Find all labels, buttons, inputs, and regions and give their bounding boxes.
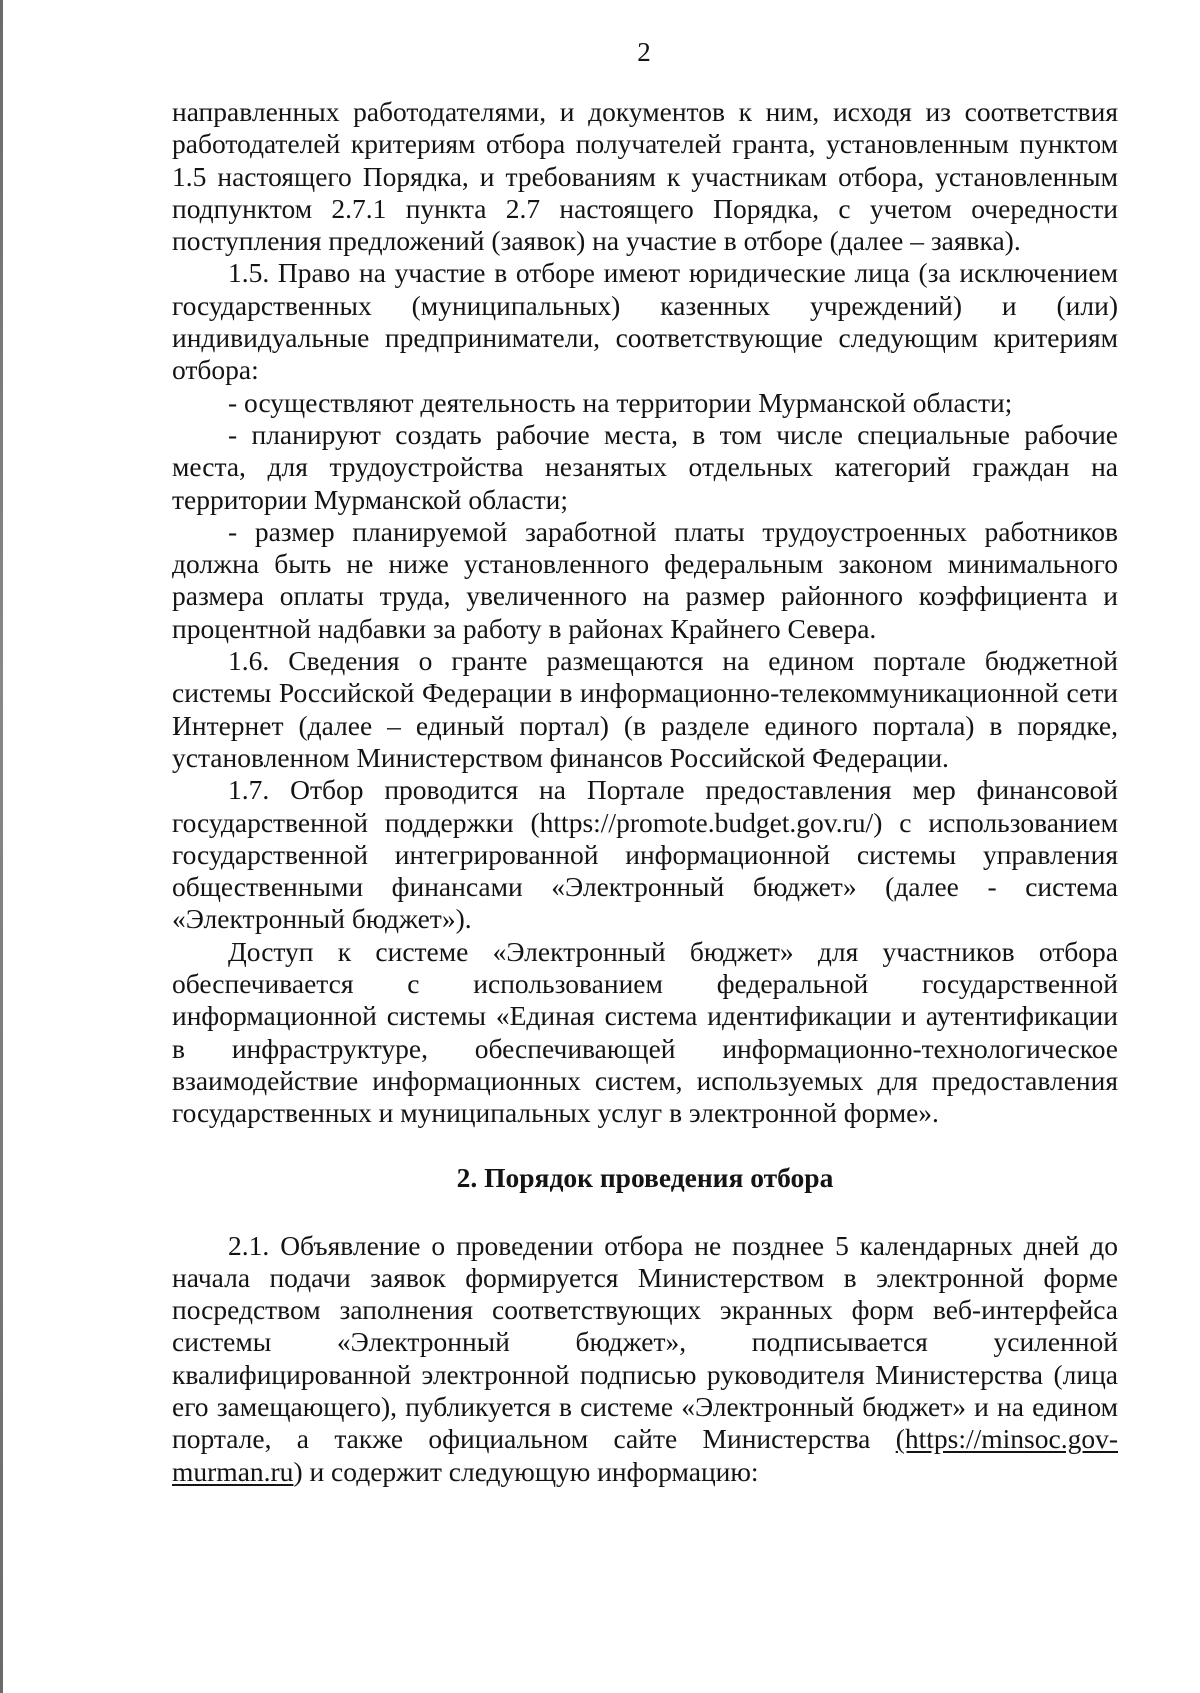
paragraph-1-6: 1.6. Сведения о гранте размещаются на едином портале бюджетной системы Российской Федерации в информационно-телекоммуникационной сети Интернет (далее – единый портал) (в разделе единого портала) в порядке, установленном Министерством финансов Российской Федерации. <box>172 645 1118 773</box>
paragraph-access: Доступ к системе «Электронный бюджет» для участников отбора обеспечивается с использованием федеральной государственной информационной системы «Единая система идентификации и аутентификации в инфраструктуре, обеспечивающей информационно-технологическое взаимодействие информационных систем, используемых для предоставления государственных и муниципальных услуг в электронной форме». <box>172 935 1118 1129</box>
criteria-item-territory: - осуществляют деятельность на территории Мурманской области; <box>228 386 1013 418</box>
document-body <box>172 96 1118 1488</box>
paragraph-2-1 <box>172 1230 1118 1488</box>
scan-edge <box>0 0 3 1693</box>
page-number: 2 <box>637 37 651 67</box>
criteria-item-jobs: - планируют создать рабочие места, в том числе специальные рабочие места, для трудоустройства незанятых отдельных категорий граждан на территории Мурманской области; <box>172 418 1118 515</box>
paragraph-1-7: 1.7. Отбор проводится на Портале предоставления мер финансовой государственной поддержки (https://promote.budget.gov.ru/) с использованием государственной интегрированной информационной системы управления общественными финансами «Электронный бюджет» (далее - система «Электронный бюджет»). <box>172 774 1118 935</box>
criteria-item-salary: - размер планируемой заработной платы трудоустроенных работников должна быть не ниже установленного федеральным законом минимального размера оплаты труда, увеличенного на размер районного коэффициента и процентной надбавки за работу в районах Крайнего Севера. <box>172 515 1118 644</box>
section-title: 2. Порядок проведения отбора <box>456 1161 834 1193</box>
paragraph-2-1-tail: ) и содержит следующую информацию: <box>293 1455 759 1487</box>
paragraph-2-1-text: 2.1. Объявление о проведении отбора не позднее 5 календарных дней до начала подачи заявок формируется Министерством в электронной форме посредством заполнения соответствующих экранных форм веб-интерфейса системы «Электронный бюджет», подписывается усиленной квалифицированной электронной подписью руководителя Министерства (лица его замещающего), публикуется в системе «Электронный бюджет» и на едином портале, а также официальном сайте Министерства <box>172 1229 1118 1455</box>
paragraph-continuation: направленных работодателями, и документов к ним, исходя из соответствия работодателей критериям отбора получателей гранта, установленным пунктом 1.5 настоящего Порядка, и требованиям к участникам отбора, установленным подпунктом 2.7.1 пункта 2.7 настоящего Порядка, с учетом очередности поступления предложений (заявок) на участие в отборе (далее – заявка). <box>172 96 1118 257</box>
ministry-site-link[interactable]: (https://minsoc.gov-murman.ru <box>172 1423 1118 1487</box>
paragraph-1-5: 1.5. Право на участие в отборе имеют юридические лица (за исключением государственных (муниципальных) казенных учреждений) и (или) индивидуальные предприниматели, соответствующие следующим критериям отбора: <box>172 257 1118 386</box>
